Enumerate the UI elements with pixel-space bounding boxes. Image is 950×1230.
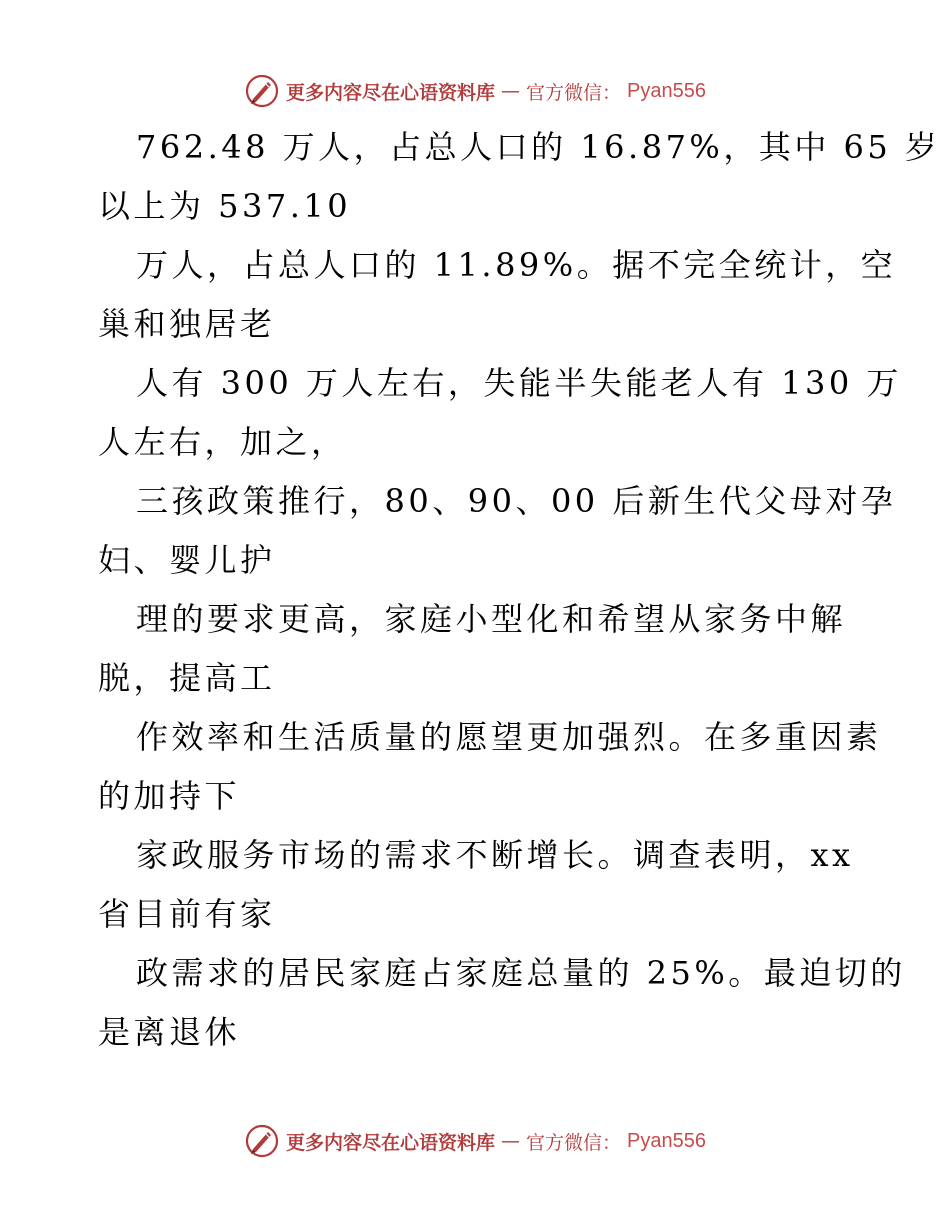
text-line: 的加持下 [98,777,241,815]
watermark-separator: — [501,80,521,102]
text-line: 三孩政策推行，80、90、00 后新生代父母对孕 [136,482,897,520]
text-line: 万人，占总人口的 11.89%。据不完全统计，空 [136,246,897,284]
text-line: 762.48 万人，占总人口的 16.87%，其中 65 岁 [136,128,941,166]
watermark-label: 官方微信： [526,1131,622,1154]
text-line: 巢和独居老 [98,305,276,343]
watermark-account: Pyan556 [627,1129,706,1152]
watermark-account: Pyan556 [627,79,706,102]
text-line: 脱，提高工 [98,659,276,697]
text-line: 以上为 537.10 [98,187,352,225]
watermark-separator: — [501,1130,521,1152]
document-body [98,118,941,1062]
text-line: 省目前有家 [98,895,276,933]
header-watermark [0,73,950,109]
text-line: 人有 300 万人左右，失能半失能老人有 130 万 [136,364,902,402]
text-line: 政需求的居民家庭占家庭总量的 25%。最迫切的 [136,954,906,992]
text-line: 作效率和生活质量的愿望更加强烈。在多重因素 [136,718,882,756]
text-line: 家政服务市场的需求不断增长。调查表明，xx [136,836,854,874]
watermark-label: 官方微信： [526,81,622,104]
text-line: 理的要求更高，家庭小型化和希望从家务中解 [136,600,847,638]
watermark-brand: 更多内容尽在心语资料库 [286,1131,496,1154]
pen-circle-logo-icon [244,73,280,109]
footer-watermark [0,1123,950,1159]
text-line: 是离退休 [98,1013,241,1051]
text-line: 妇、婴儿护 [98,541,276,579]
text-line: 人左右，加之， [98,423,347,461]
pen-circle-logo-icon [244,1123,280,1159]
watermark-brand: 更多内容尽在心语资料库 [286,81,496,104]
